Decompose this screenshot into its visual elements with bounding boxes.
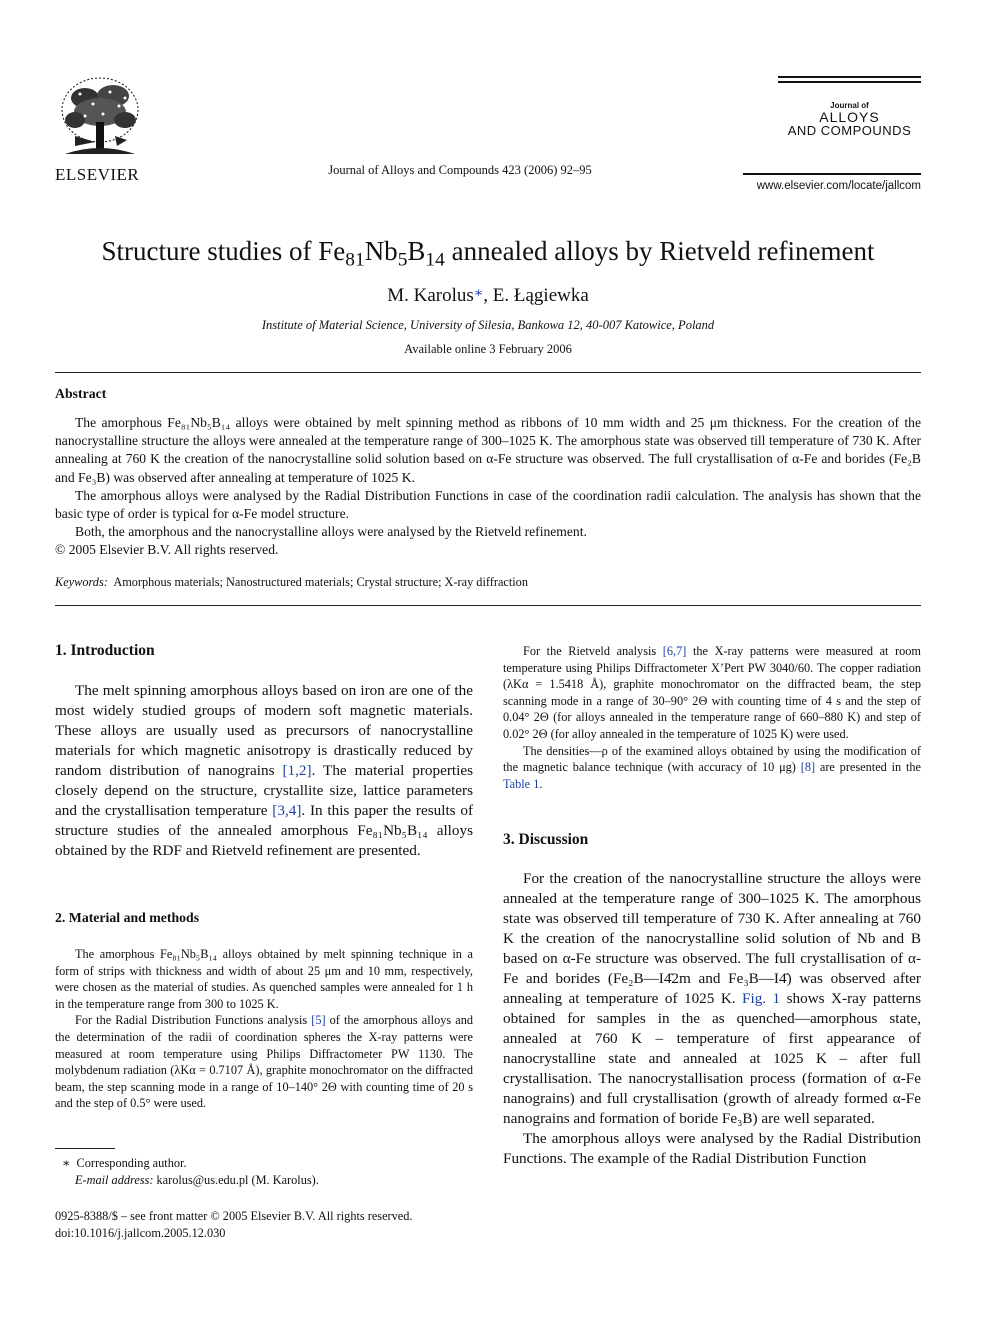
abstract-top-rule [55,372,921,373]
abstract-heading: Abstract [55,386,107,401]
right-column-methods [503,643,921,792]
affiliation: Institute of Material Science, University of Silesia, Bankowa 12, 40-007 Katowice, Poland [261,318,715,332]
density-paragraph: The densities—ρ of the examined alloys obtained by using the modification of the magnetic balance technique (with accuracy of 10 μg) [8] are presented in the Table 1. [503,743,922,791]
front-matter-footer [55,1208,485,1241]
corresponding-author-mark[interactable]: ∗ [473,286,484,301]
elsevier-tree-icon [55,76,145,158]
keywords [55,575,921,590]
logo-alloys: ALLOYS [819,109,880,125]
logo-and-compounds: AND COMPOUNDS [787,123,912,138]
abstract-paragraph-3: Both, the amorphous and the nanocrystalline alloys were analysed by the Rietveld refinement. [75,524,587,540]
email-link[interactable]: karolus@us.edu.pl (M. Karolus). [156,1172,319,1187]
journal-header-rule [743,173,921,175]
citation-1-2[interactable]: [1,2] [282,762,312,779]
section-1-body [55,681,473,861]
logo-journal-of: Journal of [830,101,869,110]
section-1-heading: 1. Introduction [55,642,155,659]
article-title: Structure studies of $Fe_{81}Nb_5B_{14}$ annealed alloys by Rietveld refinement [101,236,875,271]
logo-rule-top [778,76,921,78]
section-3-heading: 3. Discussion [503,831,589,848]
section-3-body [503,869,921,1169]
rietveld-paragraph: For the Rietveld analysis [6,7] the X-ray patterns were measured at room temperature using Philips Diffractometer X’Pert PW 3040/60. The copper radiation (λKα = 1.5418 Å), graphite monochromator on the diffracted beam, the step scanning mode in a range of 30–90° 2Θ with counting time of 4 s and the step of 0.04° 2Θ (for alloys annealed in the temperature range of 660–880 K) and step of 0.02° 2Θ (for alloy annealed in the temperature of 1025 K) were used. [503,644,921,741]
author-list [55,285,921,307]
journal-reference: Journal of Alloys and Compounds 423 (2006) 92–95 [328,163,592,177]
footnote-rule [55,1148,115,1149]
discussion-paragraph-1: For the creation of the nanocrystalline structure the alloys were annealed at the temperature range of 300–1025 K. The amorphous state was observed till temperature of 730 K. After annealing at 760 K the creation of the nanocrystalline solid solution of Nb and B based on α-Fe structure was observed. The full crystallisation of α-Fe and borides (Fe₂B—I4̄2m and Fe₃B—I4̄) was observed after annealing at temperature of 1025 K. Fig. 1 shows X-ray patterns obtained for samples in the as quenched—amorphous state, annealed at 760 K – temperature of first appearance of nanocrystalline state and annealed at 1025 K – after full crystallisation. The nanocrystallisation process (formation of α-Fe nanograins) and full crystallisation (growth of already formed α-Fe nanograins and formation of boride Fe₃B) are well separated. [503,870,921,1127]
table-1-link[interactable]: Table 1 [503,776,540,791]
footnote-corresponding: ∗ Corresponding author. [62,1156,187,1170]
abstract-paragraph-2: The amorphous alloys were analysed by the Radial Distribution Functions in case of the coordination radii calculation. The analysis has shown that the basic type of order is typical for α-Fe model structure. [55,487,921,522]
issn-line: 0925-8388/$ – see front matter © 2005 Elsevier B.V. All rights reserved. [55,1209,413,1223]
methods-paragraph-2: For the Radial Distribution Functions analysis [5] of the amorphous alloys and the determination of the radii of coordination spheres the X-ray patterns were measured at room temperature using Philips Diffractometer PW 1130. The molybdenum radiation (λKα = 0.7107 Å), graphite monochromator on the diffracted beam, the step scanning mode in a range of 10–140° 2Θ with counting time of 20 s and the step of 0.5° were used. [55,1013,473,1111]
citation-5[interactable]: [5] [311,1013,326,1028]
citation-3-4[interactable]: [3,4] [272,802,302,819]
journal-url[interactable]: www.elsevier.com/locate/jallcom [756,180,921,192]
publisher-name: ELSEVIER [55,165,140,184]
doi-line[interactable]: doi:10.1016/j.jallcom.2005.12.030 [55,1225,226,1240]
logo-rule-second [778,81,921,83]
section-2-body [55,946,473,1112]
abstract-body [55,414,921,560]
abstract-copyright: © 2005 Elsevier B.V. All rights reserved. [55,542,279,558]
author-karolus: M. Karolus [387,285,474,306]
elsevier-logo [55,76,145,184]
methods-paragraph-1: The amorphous Fe₈₁Nb₅B₁₄ alloys obtained by melt spinning technique in a form of strips with thickness and width of about 25 μm and 10 mm, respectively, were chosen as the material of studies. As quenched samples were annealed for 1 h in the temperature range from 300 to 1025 K. [55,947,473,1011]
journal-logo [778,76,921,166]
keywords-label: Keywords: [55,575,108,589]
abstract-paragraph-1: The amorphous Fe₈₁Nb₅B₁₄ alloys were obtained by melt spinning method as ribbons of 10 mm width and 25 μm thickness. For the creation of the nanocrystalline structure the alloys were annealed at the temperature range of 300–1025 K. The amorphous state was observed till temperature of 730 K. After annealing at 760 K the creation of the nanocrystalline solid solution based on α-Fe structure was observed. The full crystallisation of α-Fe and borides (Fe₂B and Fe₃B) was observed after annealing at temperature of 1025 K. [55,415,921,485]
citation-8[interactable]: [8] [800,760,816,775]
footnote-email: E-mail address: karolus@us.edu.pl (M. Karolus). [75,1172,319,1187]
discussion-paragraph-2: The amorphous alloys were analysed by the Radial Distribution Functions. The example of the Radial Distribution Function [503,1130,921,1167]
introduction-paragraph: The melt spinning amorphous alloys based on iron are one of the most widely studied groups of modern soft magnetic materials. These alloys are usually used as precursors of nanocrystalline materials for which magnetic anisotropy is drastically reduced by random distribution of nanograins [1,2]. The material properties closely depend on the structure, crystallite size, lattice parameters and the crystallisation temperature [3,4]. In this paper the results of structure studies of the annealed amorphous Fe₈₁Nb₅B₁₄ alloys obtained by the RDF and Rietveld refinement are presented. [55,682,474,859]
abstract-bottom-rule [55,605,921,606]
author-lagiewka: , E. Łągiewka [483,285,589,306]
available-online: Available online 3 February 2006 [404,342,572,356]
keywords-list: Amorphous materials; Nanostructured materials; Crystal structure; X-ray diffraction [113,575,528,589]
footnote [62,1155,472,1188]
figure-1-link[interactable]: Fig. 1 [742,990,781,1007]
section-2-heading: 2. Material and methods [55,910,200,925]
citation-6-7[interactable]: [6,7] [662,644,687,658]
